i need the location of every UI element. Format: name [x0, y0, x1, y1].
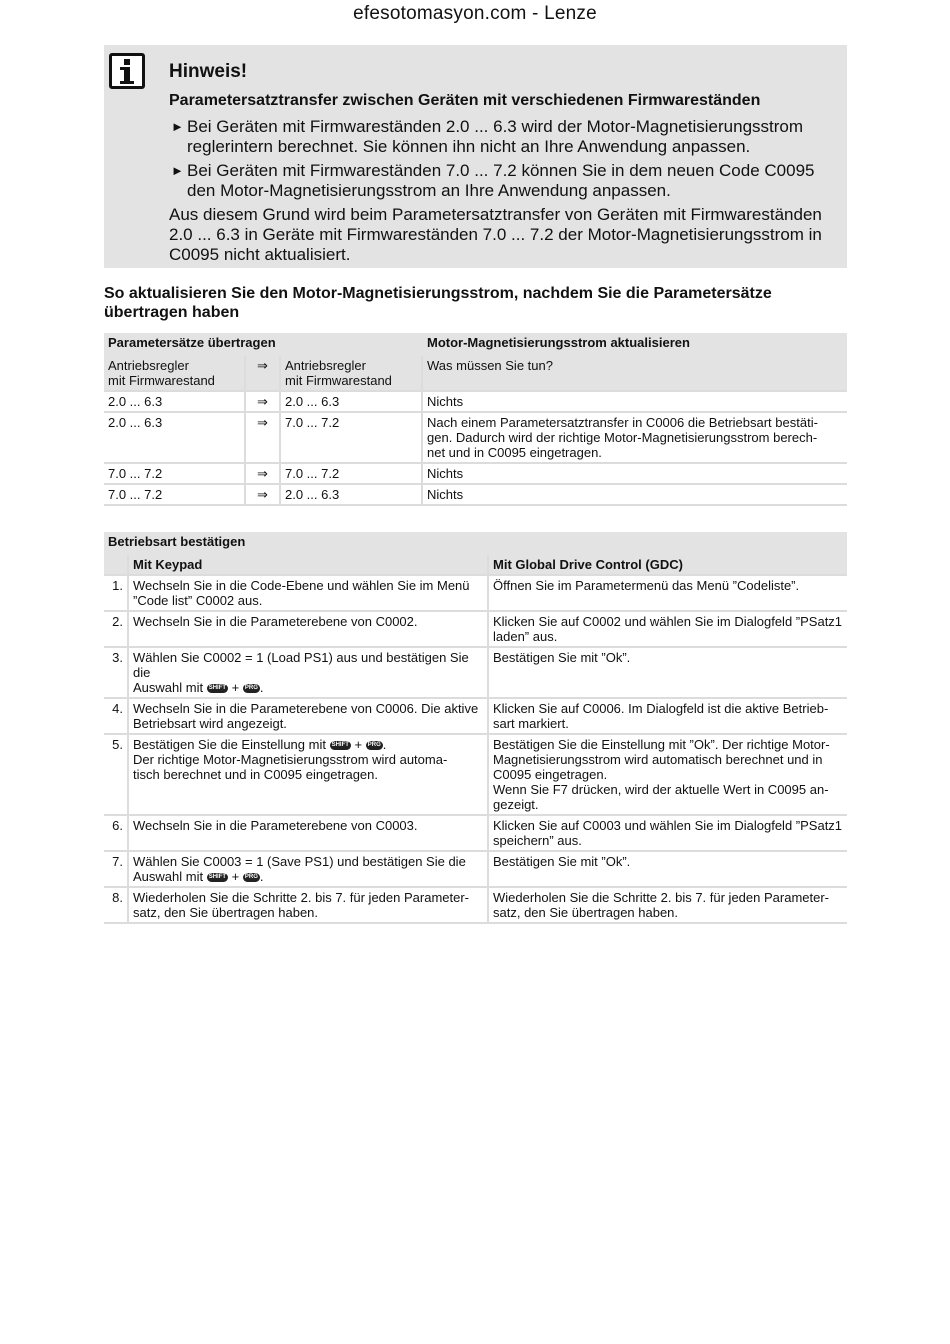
- step-number: 6.: [104, 816, 129, 852]
- cell-from: 2.0 ... 6.3: [104, 392, 246, 413]
- cell-to: 2.0 ... 6.3: [281, 485, 423, 506]
- shift-key-icon: SHIFT: [208, 685, 227, 692]
- table-row: [104, 699, 847, 735]
- step-gdc: Bestätigen Sie mit ”Ok”.: [489, 648, 847, 699]
- cell-to: 7.0 ... 7.2: [281, 413, 423, 464]
- cell-to: 7.0 ... 7.2: [281, 464, 423, 485]
- cell-to: 2.0 ... 6.3: [281, 392, 423, 413]
- steps-caption: Betriebsart bestätigen: [104, 532, 847, 555]
- step-number: 4.: [104, 699, 129, 735]
- transfer-header-right: Motor-Magnetisierungsstrom aktualisieren: [423, 333, 847, 356]
- table-row: [104, 852, 847, 888]
- table-row: [104, 576, 847, 612]
- step-gdc: Öffnen Sie im Parametermenü das Menü ”Codeliste”.: [489, 576, 847, 612]
- note-box: [104, 45, 847, 268]
- transfer-table: [104, 333, 847, 506]
- plus-sign: +: [231, 680, 240, 695]
- step-keypad: Wechseln Sie in die Code-Ebene und wählen Sie im Menü ”Code list” C0002 aus.: [129, 576, 489, 612]
- cell-from: 7.0 ... 7.2: [104, 464, 246, 485]
- shift-key-icon: SHIFT: [331, 742, 349, 749]
- step-number: 1.: [104, 576, 129, 612]
- step-keypad-text: Wählen Sie C0002 = 1 (Load PS1) aus und bestätigen Sie die Auswahl mit: [133, 650, 469, 695]
- plus-sign: +: [231, 869, 240, 884]
- period: .: [259, 869, 264, 884]
- note-paragraph: Aus diesem Grund wird beim Parametersatztransfer von Geräten mit Firmwareständen 2.0 ... 6.3 in Geräte mit Firmwareständen 7.0 ... 7.2 der Motor-Magnetisierungsstrom in C0095 nicht aktualisiert.: [169, 205, 822, 264]
- table-row: [104, 392, 847, 413]
- cell-action: Nichts: [423, 464, 847, 485]
- cell-action: Nichts: [423, 485, 847, 506]
- note-title: Hinweis!: [169, 61, 248, 82]
- transfer-header-left: Parametersätze übertragen: [104, 333, 423, 356]
- step-number: 3.: [104, 648, 129, 699]
- step-keypad-text: Bestätigen Sie die Einstellung mit: [133, 737, 326, 752]
- transfer-sub-to: Antriebsregler mit Firmwarestand: [281, 356, 423, 392]
- step-keypad: Wechseln Sie in die Parameterebene von C0003.: [129, 816, 489, 852]
- step-gdc: Klicken Sie auf C0002 und wählen Sie im Dialogfeld ”PSatz1 laden” aus.: [489, 612, 847, 648]
- col-gdc: Mit Global Drive Control (GDC): [489, 555, 847, 576]
- triangle-right-icon: ►: [171, 119, 184, 134]
- note-bullet: [169, 117, 844, 157]
- period: .: [259, 680, 264, 695]
- step-number: 8.: [104, 888, 129, 924]
- step-gdc: Klicken Sie auf C0006. Im Dialogfeld ist die aktive Betrieb- sart markiert.: [489, 699, 847, 735]
- step-keypad: [129, 735, 489, 816]
- page-header: efesotomasyon.com - Lenze: [353, 3, 597, 24]
- step-number: 7.: [104, 852, 129, 888]
- step-keypad: [129, 852, 489, 888]
- step-keypad: [129, 648, 489, 699]
- note-subtitle: Parametersatztransfer zwischen Geräten mit verschiedenen Firmwareständen: [169, 92, 761, 109]
- triangle-right-icon: ►: [171, 163, 184, 178]
- step-keypad-text: Wählen Sie C0003 = 1 (Save PS1) und bestätigen Sie die Auswahl mit: [133, 854, 466, 884]
- table-row: [104, 816, 847, 852]
- step-keypad-text: Der richtige Motor-Magnetisierungsstrom wird automa- tisch berechnet und in C0095 eingetragen.: [133, 752, 448, 782]
- step-keypad: Wechseln Sie in die Parameterebene von C0002.: [129, 612, 489, 648]
- arrow-right-icon: ⇒: [246, 356, 281, 392]
- arrow-right-icon: ⇒: [246, 464, 281, 485]
- cell-action: Nach einem Parametersatztransfer in C0006 die Betriebsart bestäti- gen. Dadurch wird der richtige Motor-Magnetisierungsstrom berech- net und in C0095 eingetragen.: [423, 413, 847, 464]
- col-keypad: Mit Keypad: [129, 555, 489, 576]
- table-row: [104, 735, 847, 816]
- prg-key-icon: PRG: [244, 874, 258, 881]
- arrow-right-icon: ⇒: [246, 413, 281, 464]
- transfer-sub-from: Antriebsregler mit Firmwarestand: [104, 356, 246, 392]
- step-gdc: Bestätigen Sie mit ”Ok”.: [489, 852, 847, 888]
- transfer-sub-action: Was müssen Sie tun?: [423, 356, 847, 392]
- cell-from: 7.0 ... 7.2: [104, 485, 246, 506]
- table-row: [104, 413, 847, 464]
- step-keypad: Wechseln Sie in die Parameterebene von C0006. Die aktive Betriebsart wird angezeigt.: [129, 699, 489, 735]
- table-row: [104, 612, 847, 648]
- prg-key-icon: PRG: [244, 685, 258, 692]
- shift-key-icon: SHIFT: [208, 874, 227, 881]
- arrow-right-icon: ⇒: [246, 485, 281, 506]
- table-row: [104, 464, 847, 485]
- prg-key-icon: PRG: [367, 742, 381, 749]
- note-bullet: [169, 161, 844, 201]
- section-heading: So aktualisieren Sie den Motor-Magnetisierungsstrom, nachdem Sie die Parametersätze übertragen haben: [104, 285, 772, 321]
- step-gdc: Wiederholen Sie die Schritte 2. bis 7. für jeden Parameter- satz, den Sie übertragen haben.: [489, 888, 847, 924]
- period: .: [382, 737, 387, 752]
- table-row: [104, 485, 847, 506]
- note-bullet-text: Bei Geräten mit Firmwareständen 7.0 ... 7.2 können Sie in dem neuen Code C0095 den Motor-Magnetisierungsstrom an Ihre Anwendung anpassen.: [187, 161, 815, 200]
- table-row: [104, 648, 847, 699]
- plus-sign: +: [354, 737, 363, 752]
- step-gdc: Klicken Sie auf C0003 und wählen Sie im Dialogfeld ”PSatz1 speichern” aus.: [489, 816, 847, 852]
- cell-from: 2.0 ... 6.3: [104, 413, 246, 464]
- step-keypad: Wiederholen Sie die Schritte 2. bis 7. für jeden Parameter- satz, den Sie übertragen haben.: [129, 888, 489, 924]
- step-gdc: Bestätigen Sie die Einstellung mit ”Ok”. Der richtige Motor- Magnetisierungsstrom wird automatisch berechnet und in C0095 eingetragen. Wenn Sie F7 drücken, wird der aktuelle Wert in C0095 an- gezeigt.: [489, 735, 847, 816]
- note-body: [169, 62, 844, 265]
- info-icon: [109, 53, 145, 89]
- note-bullet-text: Bei Geräten mit Firmwareständen 2.0 ... 6.3 wird der Motor-Magnetisierungsstrom reglerintern berechnet. Sie können ihn nicht an Ihre Anwendung anpassen.: [187, 117, 804, 156]
- step-number: 5.: [104, 735, 129, 816]
- table-row: [104, 888, 847, 924]
- steps-table: [104, 532, 847, 924]
- arrow-right-icon: ⇒: [246, 392, 281, 413]
- step-number: 2.: [104, 612, 129, 648]
- cell-action: Nichts: [423, 392, 847, 413]
